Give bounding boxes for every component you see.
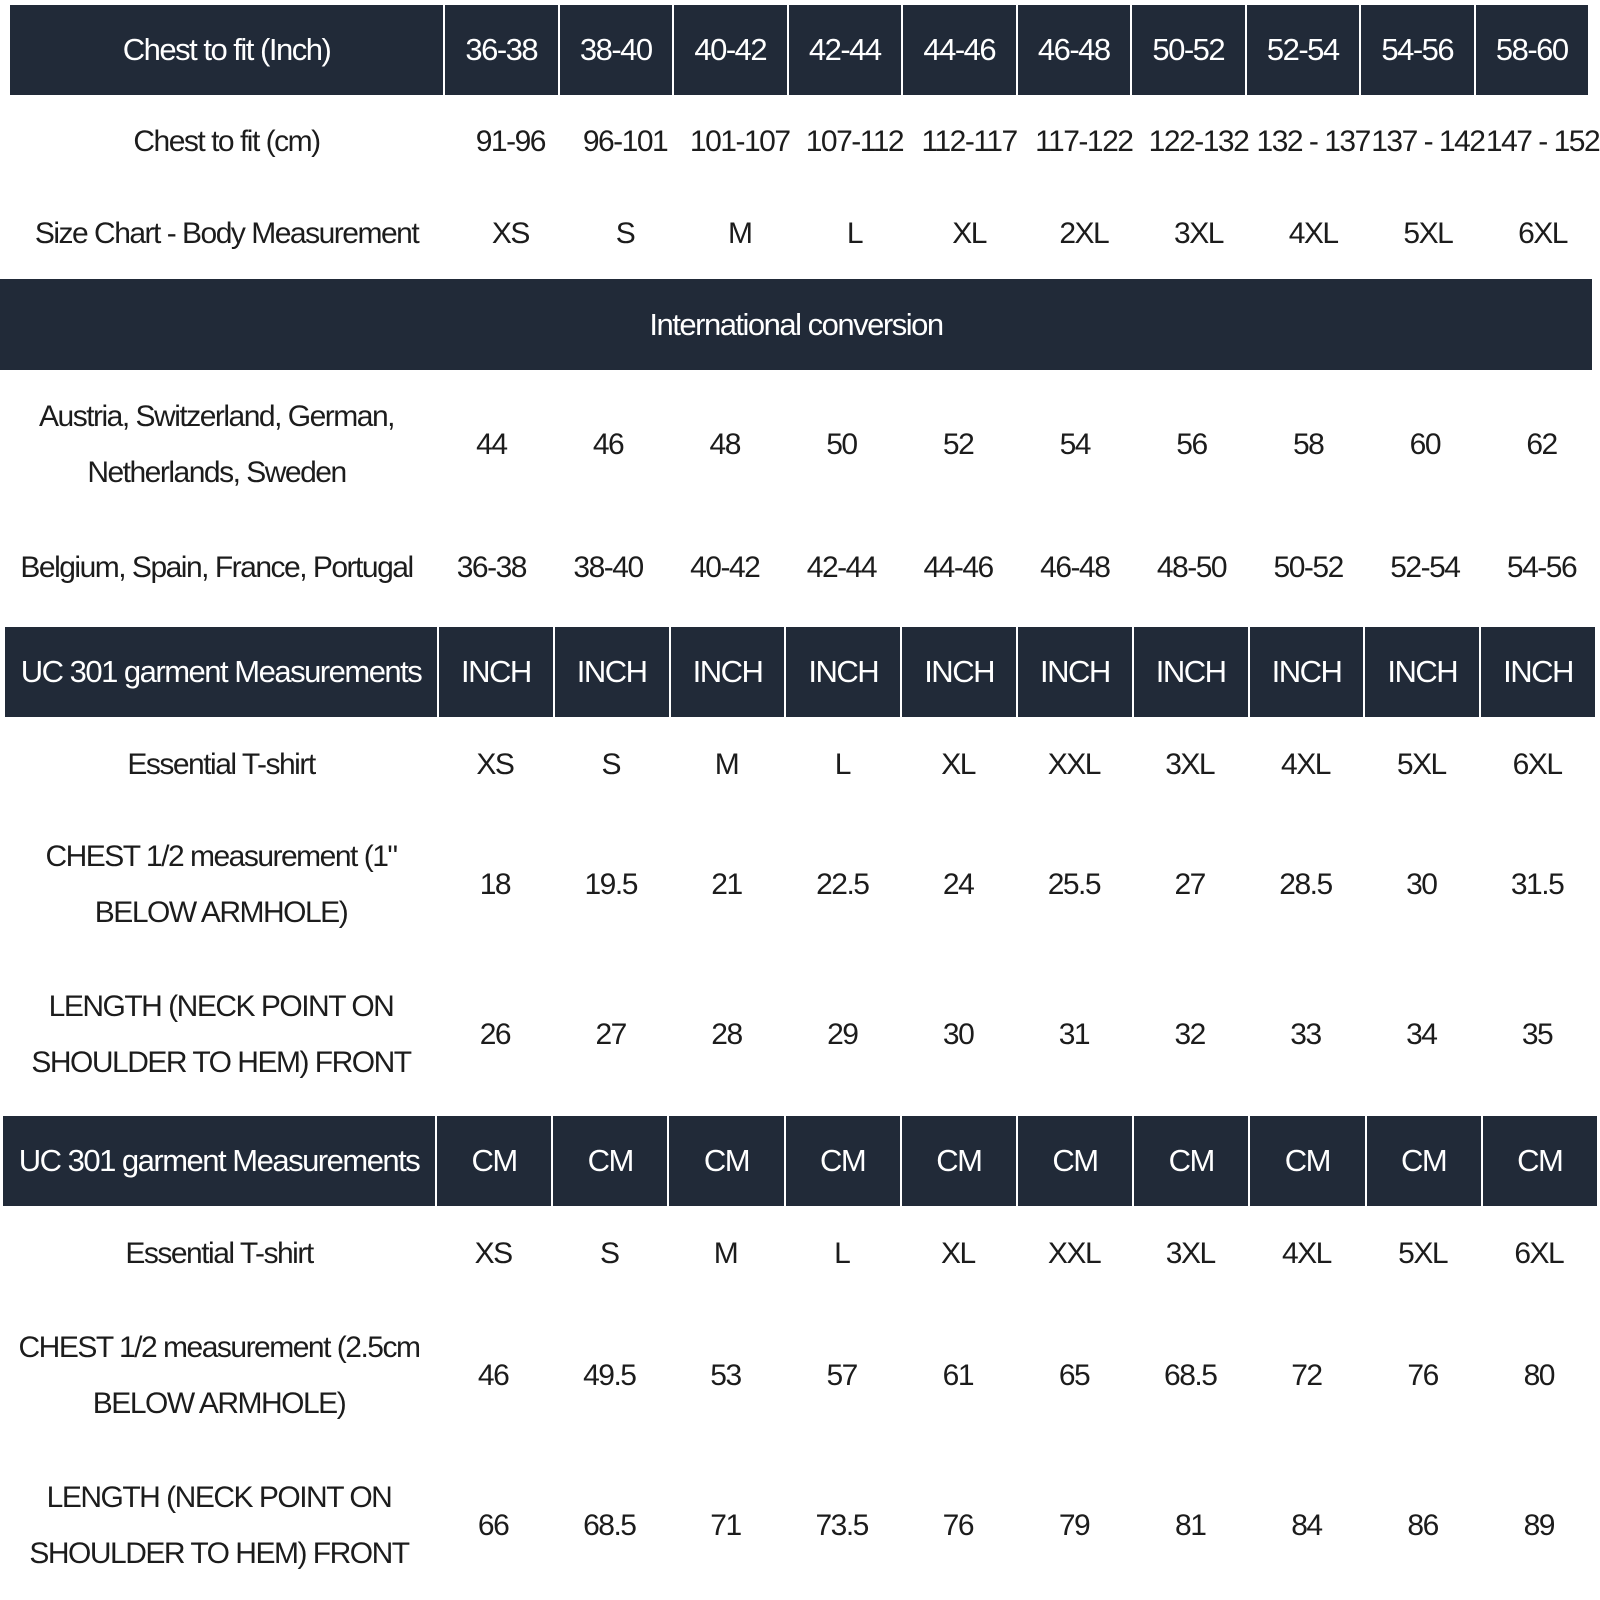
column-header-cell: INCH: [1132, 627, 1248, 717]
column-header-cell: INCH: [669, 627, 785, 717]
column-header-cell: 54-56: [1359, 5, 1474, 95]
value-cell: M: [727, 217, 752, 250]
intl-belgium-row: [0, 520, 1600, 615]
column-header-cell: INCH: [553, 627, 669, 717]
value-cell: 33: [1290, 1017, 1321, 1051]
international-conversion-band: [0, 279, 1592, 370]
value-cell: L: [846, 217, 862, 250]
value-cell: 132 - 137: [1256, 125, 1370, 158]
value-cell: 50-52: [1273, 550, 1343, 584]
value-cell: 112-117: [921, 125, 1017, 158]
value-cell: 96-101: [582, 125, 668, 158]
column-header-cell: INCH: [1363, 627, 1479, 717]
value-cell: 46-48: [1040, 550, 1110, 584]
value-cell: 60: [1409, 428, 1441, 461]
value-cell: XXL: [1047, 747, 1100, 781]
size-header-inch-row: [10, 5, 1588, 95]
column-header-cell: 36-38: [443, 5, 558, 95]
value-cell: 25.5: [1047, 867, 1101, 901]
value-cell: 57: [826, 1359, 857, 1392]
value-cell: 31.5: [1510, 867, 1564, 901]
value-cell: 52: [942, 428, 974, 461]
value-cell: 71: [710, 1508, 741, 1542]
row-label: LENGTH (NECK POINT ON SHOULDER TO HEM) FRONT: [29, 1480, 409, 1570]
row-label: Essential T-shirt: [127, 747, 315, 781]
garment-cm-length-row: [3, 1451, 1597, 1600]
international-conversion-title: International conversion: [649, 306, 943, 342]
value-cell: 117-122: [1035, 125, 1133, 158]
value-cell: XS: [476, 747, 514, 781]
value-cell: 28: [711, 1017, 742, 1051]
value-cell: 73.5: [815, 1508, 868, 1542]
value-cell: S: [600, 1236, 619, 1270]
column-header-cell: 50-52: [1130, 5, 1245, 95]
column-header-cell: CM: [784, 1116, 900, 1206]
value-cell: 30: [942, 1017, 974, 1051]
value-cell: 107-112: [805, 125, 904, 158]
value-cell: 86: [1407, 1508, 1438, 1542]
value-cell: 4XL: [1281, 1236, 1331, 1270]
column-header-cell: 58-60: [1474, 5, 1589, 95]
value-cell: XS: [474, 1236, 512, 1270]
value-cell: 46: [592, 428, 624, 461]
column-header-cell: 42-44: [787, 5, 902, 95]
value-cell: 4XL: [1281, 747, 1330, 781]
value-cell: 28.5: [1279, 867, 1332, 901]
column-header-cell: INCH: [1248, 627, 1364, 717]
value-cell: 36-38: [456, 550, 526, 584]
value-cell: 58: [1292, 428, 1324, 461]
column-header-cell: CM: [1248, 1116, 1364, 1206]
value-cell: 76: [942, 1508, 974, 1542]
body-size-row: [0, 189, 1600, 279]
value-cell: 52-54: [1390, 550, 1460, 584]
garment-inch-tshirt-row: [5, 717, 1595, 812]
value-cell: 101-107: [689, 125, 790, 158]
column-header-cell: 44-46: [901, 5, 1016, 95]
row-label: Austria, Switzerland, German, Netherlands, Sweden: [39, 400, 394, 489]
garment-cm-tshirt-row: [3, 1206, 1597, 1301]
column-header-cell: INCH: [437, 627, 553, 717]
value-cell: 2XL: [1059, 217, 1109, 250]
value-cell: 54-56: [1506, 550, 1577, 584]
value-cell: 22.5: [816, 867, 869, 901]
column-header-cell: 40-42: [672, 5, 787, 95]
value-cell: 38-40: [573, 550, 643, 584]
value-cell: 27: [595, 1017, 626, 1051]
column-header-cell: CM: [1132, 1116, 1248, 1206]
value-cell: 24: [942, 867, 974, 901]
value-cell: 54: [1059, 428, 1090, 461]
row-label: Essential T-shirt: [125, 1236, 313, 1270]
column-header-cell: CM: [435, 1116, 551, 1206]
value-cell: 6XL: [1514, 1236, 1564, 1270]
value-cell: 65: [1058, 1359, 1090, 1392]
value-cell: 56: [1176, 428, 1207, 461]
value-cell: 3XL: [1165, 1236, 1215, 1270]
value-cell: 30: [1406, 867, 1437, 901]
garment-inch-chest-row: [5, 812, 1595, 957]
row-label: Size Chart - Body Measurement: [34, 217, 419, 250]
value-cell: 44: [476, 428, 507, 461]
value-cell: 27: [1174, 867, 1205, 901]
value-cell: 44-46: [923, 550, 993, 584]
row-label: Chest to fit (cm): [133, 125, 320, 158]
garment-cm-chest-row: [3, 1301, 1597, 1451]
value-cell: 40-42: [690, 550, 760, 584]
value-cell: M: [714, 747, 739, 781]
row-label: CHEST 1/2 measurement (1" BELOW ARMHOLE): [45, 839, 397, 929]
chest-cm-row: [0, 95, 1600, 189]
value-cell: 31: [1058, 1017, 1090, 1051]
row-label: Belgium, Spain, France, Portugal: [20, 550, 413, 584]
column-header-cell: INCH: [1479, 627, 1595, 717]
value-cell: XL: [952, 217, 986, 250]
value-cell: 48: [709, 428, 740, 461]
value-cell: 79: [1058, 1508, 1090, 1542]
value-cell: 50: [826, 428, 857, 461]
value-cell: XS: [491, 217, 529, 250]
row-label: Chest to fit (Inch): [122, 32, 331, 67]
value-cell: 84: [1291, 1508, 1322, 1542]
value-cell: 122-132: [1148, 125, 1249, 158]
value-cell: 29: [827, 1017, 858, 1051]
value-cell: 68.5: [1164, 1359, 1217, 1392]
value-cell: 61: [942, 1359, 974, 1392]
column-header-cell: INCH: [900, 627, 1016, 717]
column-header-cell: CM: [551, 1116, 667, 1206]
column-header-cell: 38-40: [558, 5, 673, 95]
value-cell: 46: [477, 1359, 509, 1392]
value-cell: 21: [711, 867, 742, 901]
row-label: UC 301 garment Measurements: [18, 1143, 420, 1178]
value-cell: 35: [1521, 1017, 1553, 1051]
value-cell: 26: [479, 1017, 511, 1051]
value-cell: S: [601, 747, 620, 781]
value-cell: XL: [940, 1236, 975, 1270]
value-cell: XL: [941, 747, 975, 781]
value-cell: 81: [1175, 1508, 1206, 1542]
row-label: UC 301 garment Measurements: [20, 654, 422, 689]
column-header-cell: CM: [1016, 1116, 1132, 1206]
row-label: LENGTH (NECK POINT ON SHOULDER TO HEM) FRONT: [31, 989, 411, 1079]
value-cell: S: [615, 217, 635, 250]
column-header-cell: 46-48: [1016, 5, 1131, 95]
value-cell: 76: [1407, 1359, 1438, 1392]
value-cell: 5XL: [1398, 1236, 1448, 1270]
intl-austria-row: [0, 370, 1600, 520]
value-cell: 18: [479, 867, 511, 901]
value-cell: 68.5: [583, 1508, 636, 1542]
garment-inch-header-row: [5, 627, 1595, 717]
column-header-cell: INCH: [784, 627, 900, 717]
value-cell: 66: [477, 1508, 509, 1542]
column-header-cell: CM: [900, 1116, 1016, 1206]
value-cell: XXL: [1047, 1236, 1101, 1270]
column-header-cell: 52-54: [1245, 5, 1360, 95]
garment-inch-length-row: [5, 957, 1595, 1112]
value-cell: 48-50: [1156, 550, 1227, 584]
value-cell: 32: [1174, 1017, 1205, 1051]
value-cell: 42-44: [806, 550, 877, 584]
value-cell: 137 - 142: [1371, 125, 1485, 158]
value-cell: 91-96: [475, 125, 545, 158]
value-cell: 80: [1523, 1359, 1554, 1392]
garment-cm-header-row: [3, 1116, 1597, 1206]
value-cell: 6XL: [1512, 747, 1562, 781]
value-cell: 3XL: [1174, 217, 1223, 250]
value-cell: 53: [710, 1359, 741, 1392]
value-cell: 5XL: [1396, 747, 1446, 781]
column-header-cell: CM: [1365, 1116, 1481, 1206]
value-cell: 147 - 152: [1485, 125, 1600, 158]
value-cell: 34: [1406, 1017, 1437, 1051]
value-cell: 62: [1526, 428, 1557, 461]
row-label: CHEST 1/2 measurement (2.5cm BELOW ARMHOLE): [18, 1331, 420, 1420]
value-cell: 89: [1523, 1508, 1554, 1542]
value-cell: 19.5: [584, 867, 637, 901]
value-cell: M: [713, 1236, 738, 1270]
column-header-cell: CM: [667, 1116, 783, 1206]
value-cell: 3XL: [1165, 747, 1215, 781]
value-cell: L: [834, 747, 850, 781]
column-header-cell: INCH: [1016, 627, 1132, 717]
value-cell: 72: [1291, 1359, 1322, 1392]
value-cell: 5XL: [1403, 217, 1453, 250]
value-cell: 4XL: [1288, 217, 1338, 250]
value-cell: 49.5: [583, 1359, 636, 1392]
column-header-cell: CM: [1481, 1116, 1597, 1206]
value-cell: 6XL: [1518, 217, 1567, 250]
value-cell: L: [834, 1236, 850, 1270]
